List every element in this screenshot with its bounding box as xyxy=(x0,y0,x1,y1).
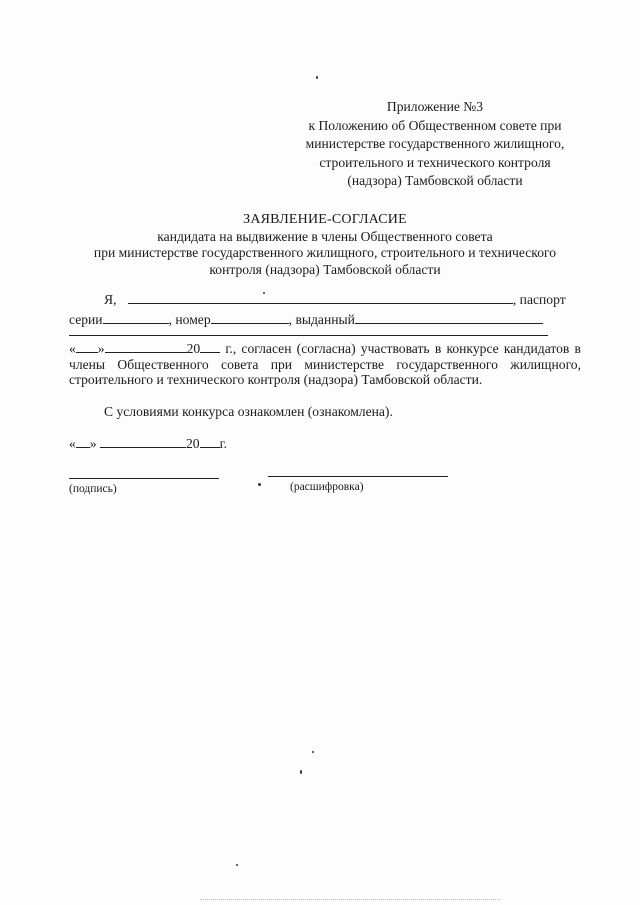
date-quote-close: » xyxy=(97,341,105,356)
date-month-field[interactable] xyxy=(100,435,186,448)
document-title-block xyxy=(60,212,590,278)
consent-year-field[interactable] xyxy=(200,340,220,353)
document-subtitle: контроля (надзора) Тамбовской области xyxy=(209,261,441,277)
consent-month-field[interactable] xyxy=(105,340,187,353)
decoding-caption: (расшифровка) xyxy=(290,481,364,493)
scan-speck xyxy=(312,751,314,753)
date-quote-open: « xyxy=(69,341,76,356)
date-quote-open: « xyxy=(69,436,76,451)
full-name-field[interactable] xyxy=(128,291,513,304)
passport-number-field[interactable] xyxy=(211,311,289,324)
appendix-number: Приложение №3 xyxy=(386,99,484,114)
passport-line xyxy=(69,311,543,328)
issued-by-field[interactable] xyxy=(355,311,543,324)
series-label: серии xyxy=(69,312,103,327)
issued-by-continuation-field[interactable] xyxy=(69,335,548,336)
document-title: ЗАЯВЛЕНИЕ-СОГЛАСИЕ xyxy=(243,212,407,227)
scan-edge-artifact xyxy=(200,899,500,902)
date-line xyxy=(69,435,227,452)
signature-decoding-field[interactable] xyxy=(268,476,448,477)
document-subtitle: при министерстве государственного жилищного, строительного и технического xyxy=(93,245,557,260)
year-prefix: 20 xyxy=(186,341,201,356)
appendix-line: министерстве государственного жилищного, xyxy=(305,136,565,151)
scan-speck xyxy=(236,864,238,866)
appendix-line: к Положению об Общественном совете при xyxy=(308,117,562,133)
scan-speck xyxy=(316,76,318,79)
date-year-suffix: г. xyxy=(219,436,228,451)
passport-label: , паспорт xyxy=(512,292,566,307)
consent-paragraph xyxy=(69,340,581,388)
consent-day-field[interactable] xyxy=(76,340,98,353)
scan-speck xyxy=(258,483,261,486)
appendix-line: строительного и технического контроля xyxy=(319,154,551,170)
scan-speck xyxy=(300,770,302,774)
appendix-header xyxy=(260,98,610,191)
acquainted-line xyxy=(104,404,393,420)
consent-statement-continued: кандидатов в члены Общественного совета при министерстве государственного жилищного, строительного и технического контроля (надзора) Тамбовской области. xyxy=(69,341,581,388)
name-line xyxy=(104,291,566,308)
number-label: , номер xyxy=(168,312,211,327)
consent-statement: г., согласен (согласна) участвовать в конкурсе xyxy=(225,341,499,356)
signature-caption: (подпись) xyxy=(69,483,117,495)
date-quote-close: » xyxy=(89,436,97,451)
date-day-field[interactable] xyxy=(76,435,90,448)
signature-field[interactable] xyxy=(69,478,219,479)
issued-label: , выданный xyxy=(288,312,355,327)
passport-series-field[interactable] xyxy=(103,311,169,324)
date-year-prefix: 20 xyxy=(186,436,200,451)
acquainted-text: С условиями конкурса ознакомлен (ознакомлена). xyxy=(104,404,393,419)
document-subtitle: кандидата на выдвижение в члены Общественного совета xyxy=(157,228,493,244)
ya-label: Я, xyxy=(104,292,117,307)
appendix-line: (надзора) Тамбовской области xyxy=(347,173,523,188)
date-year-field[interactable] xyxy=(200,435,220,448)
